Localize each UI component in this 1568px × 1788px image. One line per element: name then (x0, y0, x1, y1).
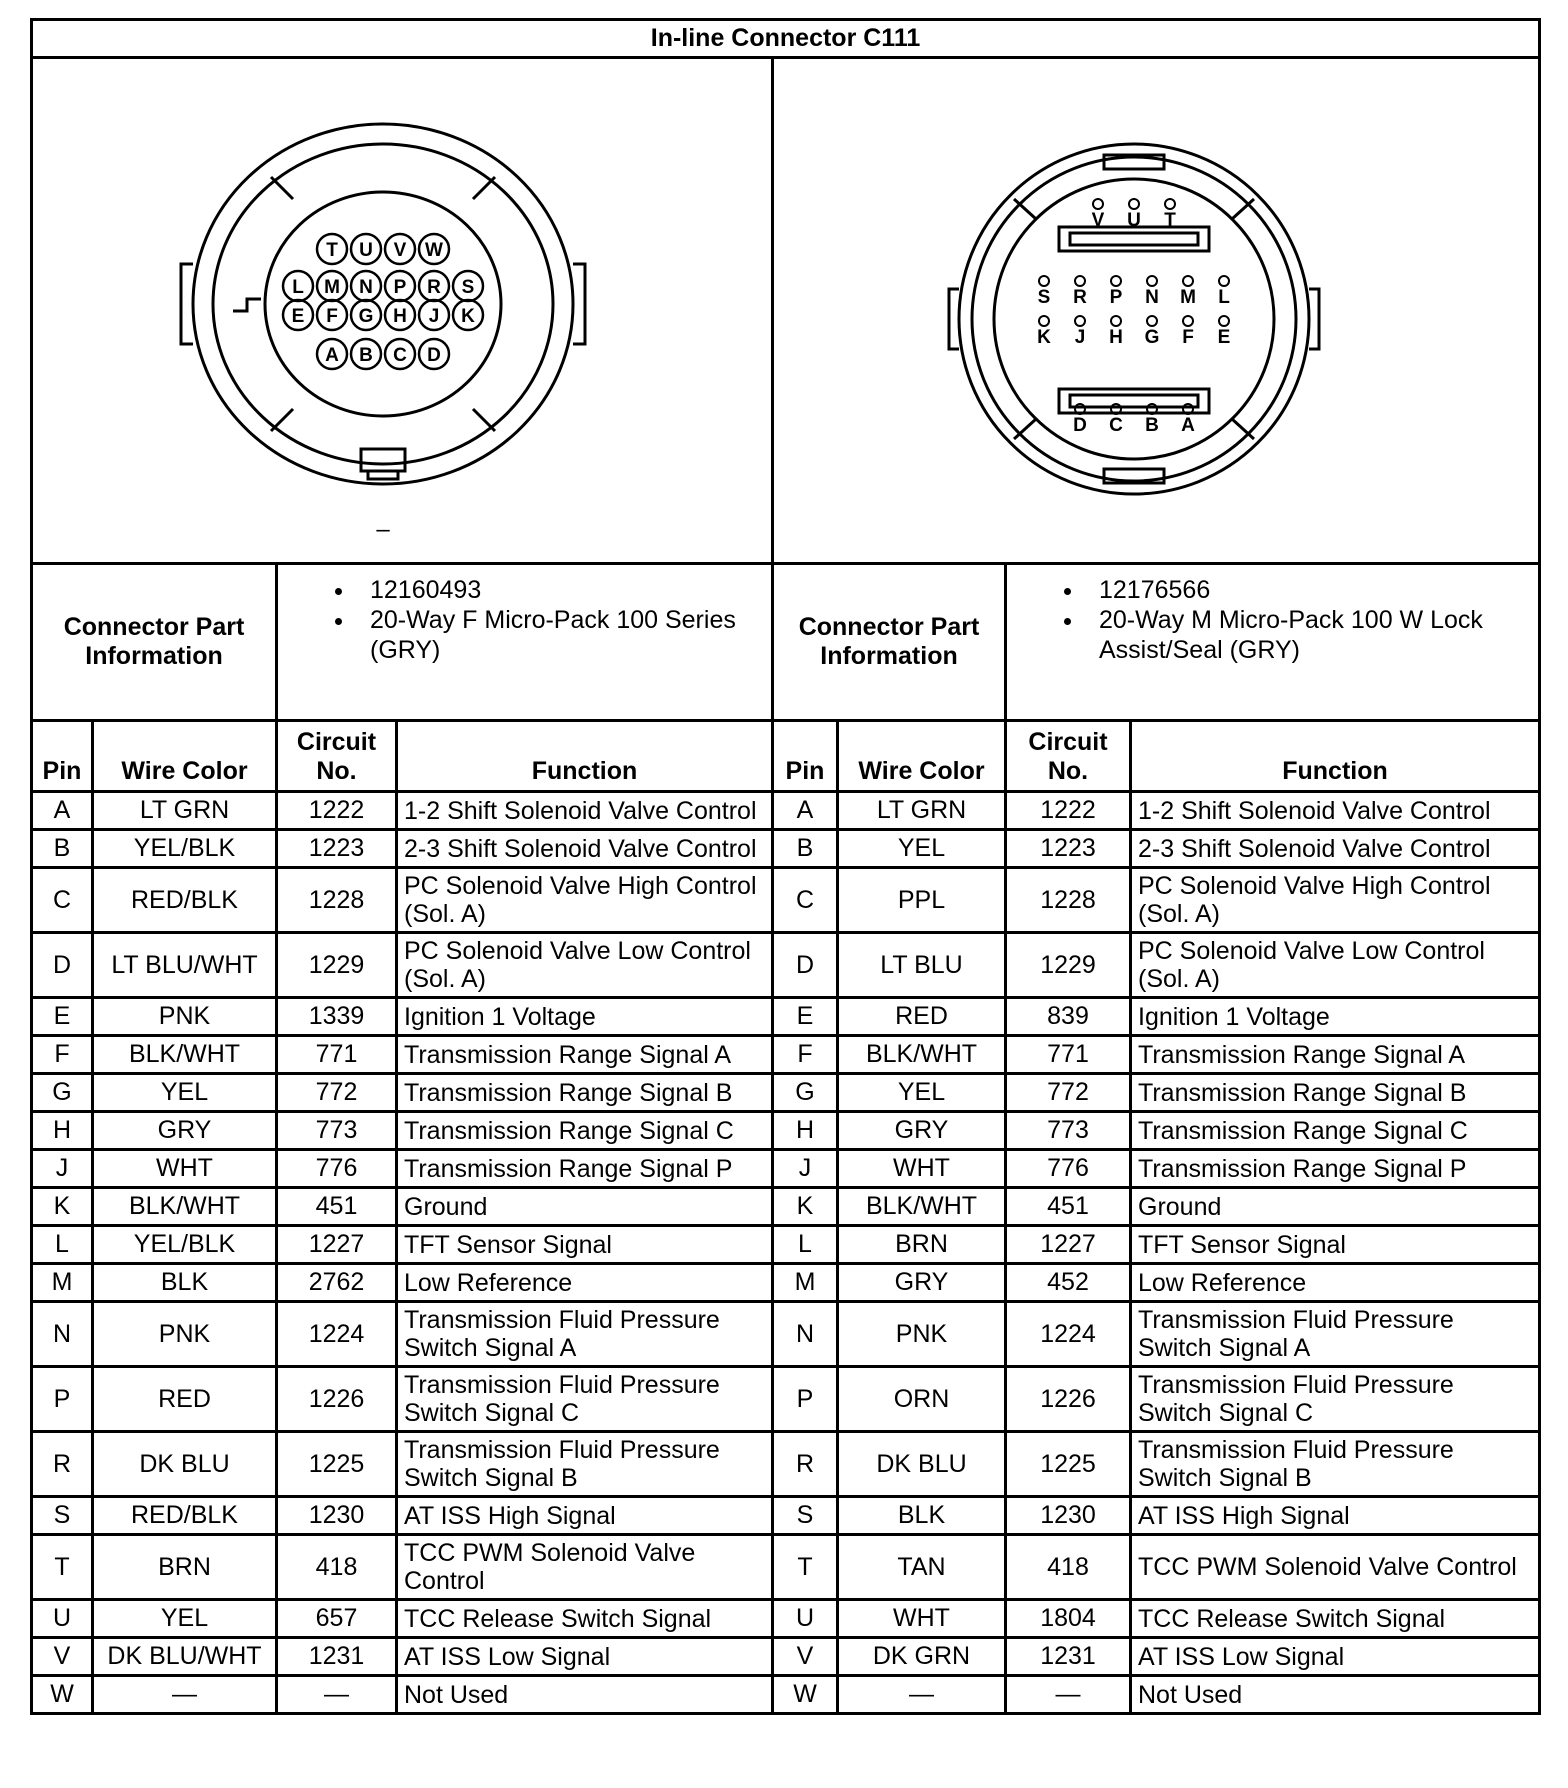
male-pin-terminal (1075, 276, 1085, 286)
right-function-cell: Ignition 1 Voltage (1131, 998, 1540, 1036)
left-function-cell: PC Solenoid Valve Low Control (Sol. A) (397, 933, 773, 998)
left-circuit-no-cell: 1230 (277, 1497, 397, 1535)
right-function-cell: Transmission Fluid Pressure Switch Signal B (1131, 1432, 1540, 1497)
left-function-cell: Not Used (397, 1676, 773, 1714)
male-pin-terminal (1219, 316, 1229, 326)
male-pin-label: R (1073, 287, 1087, 308)
left-wire-color-cell: LT GRN (93, 792, 277, 830)
left-pin-cell: W (32, 1676, 93, 1714)
left-wire-color-cell: BRN (93, 1535, 277, 1600)
right-circuit-no-cell: 451 (1006, 1188, 1131, 1226)
male-pin-terminal (1093, 199, 1103, 209)
right-wire-color-cell: YEL (838, 830, 1006, 868)
right-pin-cell: D (773, 933, 838, 998)
left-circuit-no-cell: 1224 (277, 1302, 397, 1367)
table-row (32, 1535, 1540, 1600)
male-pin-label: B (1145, 415, 1159, 436)
female-pin-label: J (428, 306, 440, 327)
left-function-cell: TCC PWM Solenoid Valve Control (397, 1535, 773, 1600)
left-pin-cell: S (32, 1497, 93, 1535)
right-pin-cell: P (773, 1367, 838, 1432)
left-pin-cell: L (32, 1226, 93, 1264)
left-wire-color-cell: YEL (93, 1600, 277, 1638)
male-pin-terminal (1165, 199, 1175, 209)
left-pin-cell: E (32, 998, 93, 1036)
right-pin-cell: B (773, 830, 838, 868)
left-circuit-no-cell: 772 (277, 1074, 397, 1112)
right-wire-color-cell: BLK/WHT (838, 1036, 1006, 1074)
left-wire-color-cell: BLK (93, 1264, 277, 1302)
right-circuit-no-cell: 776 (1006, 1150, 1131, 1188)
left-circuit-no-cell: 418 (277, 1535, 397, 1600)
right-wire-color-cell: BLK (838, 1497, 1006, 1535)
left-wire-color-cell: WHT (93, 1150, 277, 1188)
left-circuit-no-cell: 2762 (277, 1264, 397, 1302)
female-connector-face-diagram (33, 59, 774, 555)
right-part-description: • 20-Way M Micro-Pack 100 W Lock Assist/Seal (GRY) (1085, 605, 1532, 665)
right-function-cell: TFT Sensor Signal (1131, 1226, 1540, 1264)
male-pin-terminal (1039, 316, 1049, 326)
male-pin-label: G (1144, 327, 1160, 348)
table-row (32, 1264, 1540, 1302)
right-function-cell: Transmission Range Signal C (1131, 1112, 1540, 1150)
right-wire-color-cell: WHT (838, 1600, 1006, 1638)
left-pin-cell: P (32, 1367, 93, 1432)
male-pin-terminal (1183, 316, 1193, 326)
male-pin-terminal (1111, 316, 1121, 326)
table-row (32, 830, 1540, 868)
table-row (32, 868, 1540, 933)
left-pin-cell: G (32, 1074, 93, 1112)
right-pin-cell: E (773, 998, 838, 1036)
right-circuit-no-cell: 452 (1006, 1264, 1131, 1302)
right-circuit-no-cell: 1228 (1006, 868, 1131, 933)
table-row (32, 1638, 1540, 1676)
right-wire-color-cell: LT GRN (838, 792, 1006, 830)
left-circuit-no-cell: 1228 (277, 868, 397, 933)
right-wire-color-cell: LT BLU (838, 933, 1006, 998)
female-pin-label: U (359, 240, 373, 261)
male-pin-label: L (1218, 287, 1230, 308)
male-pin-label: M (1180, 287, 1196, 308)
male-pin-label: F (1182, 327, 1194, 348)
left-pin-cell: K (32, 1188, 93, 1226)
female-pin-label: T (326, 240, 338, 261)
male-pin-label: T (1164, 210, 1176, 231)
female-pin-label: E (291, 306, 305, 327)
table-row (32, 1036, 1540, 1074)
table-row (32, 998, 1540, 1036)
right-part-info-label: Connector Part Information (773, 564, 1006, 721)
left-wire-color-cell: PNK (93, 1302, 277, 1367)
right-pin-cell: K (773, 1188, 838, 1226)
left-pin-cell: R (32, 1432, 93, 1497)
female-pin-label: A (325, 345, 339, 366)
left-part-info-label: Connector Part Information (32, 564, 277, 721)
right-wire-color-cell: ORN (838, 1367, 1006, 1432)
right-wire-color-cell: PNK (838, 1302, 1006, 1367)
male-pin-terminal (1219, 276, 1229, 286)
left-circuit-no-cell: 1229 (277, 933, 397, 998)
male-pin-label: E (1217, 327, 1231, 348)
female-pin-label: W (425, 240, 443, 261)
right-circuit-no-cell: 1227 (1006, 1226, 1131, 1264)
female-pin-label: R (427, 277, 441, 298)
left-pin-cell: D (32, 933, 93, 998)
right-circuit-no-cell: 1226 (1006, 1367, 1131, 1432)
left-function-cell: Transmission Fluid Pressure Switch Signal A (397, 1302, 773, 1367)
female-pin-label: S (461, 277, 475, 298)
right-pin-cell: G (773, 1074, 838, 1112)
male-pin-label: A (1181, 415, 1195, 436)
left-function-cell: Ground (397, 1188, 773, 1226)
right-circuit-no-cell: 839 (1006, 998, 1131, 1036)
left-wire-color-cell: BLK/WHT (93, 1036, 277, 1074)
right-part-number: • 12176566 (1085, 575, 1532, 605)
right-wire-color-cell: WHT (838, 1150, 1006, 1188)
female-pin-label: G (358, 306, 374, 327)
right-circuit-no-cell: 1223 (1006, 830, 1131, 868)
left-function-cell: Low Reference (397, 1264, 773, 1302)
table-row (32, 1600, 1540, 1638)
female-pin-label: K (461, 306, 475, 327)
left-pin-cell: A (32, 792, 93, 830)
table-row (32, 1676, 1540, 1714)
right-circuit-no-cell: 1804 (1006, 1600, 1131, 1638)
right-wire-color-cell: DK BLU (838, 1432, 1006, 1497)
right-function-cell: TCC Release Switch Signal (1131, 1600, 1540, 1638)
left-function-cell: TFT Sensor Signal (397, 1226, 773, 1264)
male-pin-label: V (1091, 210, 1105, 231)
left-pin-cell: T (32, 1535, 93, 1600)
left-part-number: • 12160493 (356, 575, 765, 605)
left-wire-color-cell: PNK (93, 998, 277, 1036)
left-function-cell: Transmission Range Signal C (397, 1112, 773, 1150)
right-header-circuit-no: Circuit No. (1006, 721, 1131, 792)
right-pin-cell: V (773, 1638, 838, 1676)
right-pin-cell: H (773, 1112, 838, 1150)
left-function-cell: AT ISS Low Signal (397, 1638, 773, 1676)
male-pin-terminal (1183, 276, 1193, 286)
left-function-cell: PC Solenoid Valve High Control (Sol. A) (397, 868, 773, 933)
left-wire-color-cell: — (93, 1676, 277, 1714)
left-pin-cell: J (32, 1150, 93, 1188)
left-circuit-no-cell: 771 (277, 1036, 397, 1074)
right-function-cell: PC Solenoid Valve High Control (Sol. A) (1131, 868, 1540, 933)
right-pin-cell: L (773, 1226, 838, 1264)
male-pin-terminal (1075, 316, 1085, 326)
right-pin-cell: A (773, 792, 838, 830)
male-pin-label: H (1109, 327, 1123, 348)
table-row (32, 1367, 1540, 1432)
right-wire-color-cell: TAN (838, 1535, 1006, 1600)
left-pin-cell: F (32, 1036, 93, 1074)
left-pin-cell: U (32, 1600, 93, 1638)
female-pin-label: F (326, 306, 338, 327)
left-circuit-no-cell: 1339 (277, 998, 397, 1036)
left-circuit-no-cell: 1227 (277, 1226, 397, 1264)
right-wire-color-cell: GRY (838, 1112, 1006, 1150)
left-function-cell: Ignition 1 Voltage (397, 998, 773, 1036)
right-header-function: Function (1131, 721, 1540, 792)
female-pin-label: M (324, 277, 340, 298)
male-pin-terminal (1039, 276, 1049, 286)
male-pin-terminal (1147, 276, 1157, 286)
right-function-cell: Transmission Range Signal A (1131, 1036, 1540, 1074)
table-row (32, 1432, 1540, 1497)
right-circuit-no-cell: 1222 (1006, 792, 1131, 830)
right-header-pin: Pin (773, 721, 838, 792)
left-circuit-no-cell: 776 (277, 1150, 397, 1188)
table-row (32, 1188, 1540, 1226)
male-pin-label: N (1145, 287, 1159, 308)
right-function-cell: PC Solenoid Valve Low Control (Sol. A) (1131, 933, 1540, 998)
right-function-cell: Transmission Fluid Pressure Switch Signal C (1131, 1367, 1540, 1432)
left-function-cell: TCC Release Switch Signal (397, 1600, 773, 1638)
right-function-cell: AT ISS High Signal (1131, 1497, 1540, 1535)
left-function-cell: Transmission Range Signal A (397, 1036, 773, 1074)
left-pin-cell: V (32, 1638, 93, 1676)
female-connector-diagram-cell (32, 58, 773, 564)
right-function-cell: Transmission Fluid Pressure Switch Signal A (1131, 1302, 1540, 1367)
left-pin-cell: N (32, 1302, 93, 1367)
right-pin-cell: M (773, 1264, 838, 1302)
right-part-info (1006, 564, 1540, 721)
male-pin-label: P (1109, 287, 1123, 308)
left-wire-color-cell: DK BLU/WHT (93, 1638, 277, 1676)
male-pin-terminal (1147, 316, 1157, 326)
left-header-wire-color: Wire Color (93, 721, 277, 792)
male-pin-terminal (1111, 276, 1121, 286)
left-header-circuit-no: Circuit No. (277, 721, 397, 792)
left-circuit-no-cell: 773 (277, 1112, 397, 1150)
right-function-cell: Transmission Range Signal P (1131, 1150, 1540, 1188)
male-pin-label: K (1037, 327, 1051, 348)
diagram-mark: – (376, 516, 390, 543)
left-wire-color-cell: BLK/WHT (93, 1188, 277, 1226)
right-circuit-no-cell: 771 (1006, 1036, 1131, 1074)
left-pin-cell: C (32, 868, 93, 933)
left-function-cell: Transmission Fluid Pressure Switch Signal C (397, 1367, 773, 1432)
right-function-cell: Ground (1131, 1188, 1540, 1226)
right-function-cell: 2-3 Shift Solenoid Valve Control (1131, 830, 1540, 868)
male-pin-label: U (1127, 210, 1141, 231)
male-pin-terminal (1129, 199, 1139, 209)
left-wire-color-cell: RED/BLK (93, 1497, 277, 1535)
right-pin-cell: R (773, 1432, 838, 1497)
left-wire-color-cell: LT BLU/WHT (93, 933, 277, 998)
female-pin-label: L (292, 277, 304, 298)
left-wire-color-cell: YEL/BLK (93, 1226, 277, 1264)
female-pin-label: N (359, 277, 373, 298)
male-pin-label: C (1109, 415, 1123, 436)
female-pin-label: B (359, 345, 373, 366)
right-pin-cell: C (773, 868, 838, 933)
table-row (32, 1074, 1540, 1112)
table-row (32, 1226, 1540, 1264)
right-wire-color-cell: DK GRN (838, 1638, 1006, 1676)
right-wire-color-cell: BLK/WHT (838, 1188, 1006, 1226)
right-pin-cell: U (773, 1600, 838, 1638)
left-wire-color-cell: GRY (93, 1112, 277, 1150)
female-pin-label: D (427, 345, 441, 366)
right-circuit-no-cell: 1225 (1006, 1432, 1131, 1497)
table-row (32, 1497, 1540, 1535)
table-row (32, 1302, 1540, 1367)
right-circuit-no-cell: 1231 (1006, 1638, 1131, 1676)
left-wire-color-cell: YEL/BLK (93, 830, 277, 868)
right-header-wire-color: Wire Color (838, 721, 1006, 792)
left-function-cell: Transmission Range Signal B (397, 1074, 773, 1112)
right-pin-cell: F (773, 1036, 838, 1074)
male-pin-label: S (1037, 287, 1051, 308)
left-wire-color-cell: RED/BLK (93, 868, 277, 933)
right-pin-cell: W (773, 1676, 838, 1714)
left-function-cell: AT ISS High Signal (397, 1497, 773, 1535)
left-circuit-no-cell: 1225 (277, 1432, 397, 1497)
female-pin-label: P (393, 277, 407, 298)
right-circuit-no-cell: 1230 (1006, 1497, 1131, 1535)
right-wire-color-cell: RED (838, 998, 1006, 1036)
table-row (32, 1150, 1540, 1188)
right-function-cell: Low Reference (1131, 1264, 1540, 1302)
left-wire-color-cell: YEL (93, 1074, 277, 1112)
right-pin-cell: S (773, 1497, 838, 1535)
left-circuit-no-cell: 657 (277, 1600, 397, 1638)
right-circuit-no-cell: 772 (1006, 1074, 1131, 1112)
left-header-function: Function (397, 721, 773, 792)
left-part-info (277, 564, 773, 721)
left-circuit-no-cell: 1226 (277, 1367, 397, 1432)
left-function-cell: Transmission Range Signal P (397, 1150, 773, 1188)
right-circuit-no-cell: 418 (1006, 1535, 1131, 1600)
female-pin-label: H (393, 306, 407, 327)
left-pin-cell: M (32, 1264, 93, 1302)
left-wire-color-cell: DK BLU (93, 1432, 277, 1497)
male-connector-diagram-cell (773, 58, 1540, 564)
female-pin-label: V (393, 240, 407, 261)
left-header-pin: Pin (32, 721, 93, 792)
right-circuit-no-cell: — (1006, 1676, 1131, 1714)
right-pin-cell: J (773, 1150, 838, 1188)
right-wire-color-cell: — (838, 1676, 1006, 1714)
right-function-cell: 1-2 Shift Solenoid Valve Control (1131, 792, 1540, 830)
right-circuit-no-cell: 1224 (1006, 1302, 1131, 1367)
left-circuit-no-cell: 1222 (277, 792, 397, 830)
left-pin-cell: B (32, 830, 93, 868)
right-circuit-no-cell: 1229 (1006, 933, 1131, 998)
left-wire-color-cell: RED (93, 1367, 277, 1432)
left-function-cell: Transmission Fluid Pressure Switch Signal B (397, 1432, 773, 1497)
left-function-cell: 1-2 Shift Solenoid Valve Control (397, 792, 773, 830)
right-function-cell: TCC PWM Solenoid Valve Control (1131, 1535, 1540, 1600)
left-circuit-no-cell: 1231 (277, 1638, 397, 1676)
right-wire-color-cell: GRY (838, 1264, 1006, 1302)
table-row (32, 933, 1540, 998)
left-function-cell: 2-3 Shift Solenoid Valve Control (397, 830, 773, 868)
left-pin-cell: H (32, 1112, 93, 1150)
page-title: In-line Connector C111 (32, 20, 1540, 58)
left-circuit-no-cell: 451 (277, 1188, 397, 1226)
right-circuit-no-cell: 773 (1006, 1112, 1131, 1150)
left-part-description: • 20-Way F Micro-Pack 100 Series (GRY) (356, 605, 765, 665)
left-circuit-no-cell: 1223 (277, 830, 397, 868)
male-pin-label: D (1073, 415, 1087, 436)
right-function-cell: Transmission Range Signal B (1131, 1074, 1540, 1112)
left-circuit-no-cell: — (277, 1676, 397, 1714)
right-wire-color-cell: PPL (838, 868, 1006, 933)
right-pin-cell: N (773, 1302, 838, 1367)
right-wire-color-cell: YEL (838, 1074, 1006, 1112)
connector-sheet (30, 18, 1538, 1715)
right-wire-color-cell: BRN (838, 1226, 1006, 1264)
connector-table (30, 18, 1541, 1715)
table-row (32, 792, 1540, 830)
right-pin-cell: T (773, 1535, 838, 1600)
table-row (32, 1112, 1540, 1150)
female-pin-label: C (393, 345, 407, 366)
right-function-cell: Not Used (1131, 1676, 1540, 1714)
male-connector-face-diagram (774, 59, 1541, 555)
male-pin-label: J (1074, 327, 1086, 348)
right-function-cell: AT ISS Low Signal (1131, 1638, 1540, 1676)
